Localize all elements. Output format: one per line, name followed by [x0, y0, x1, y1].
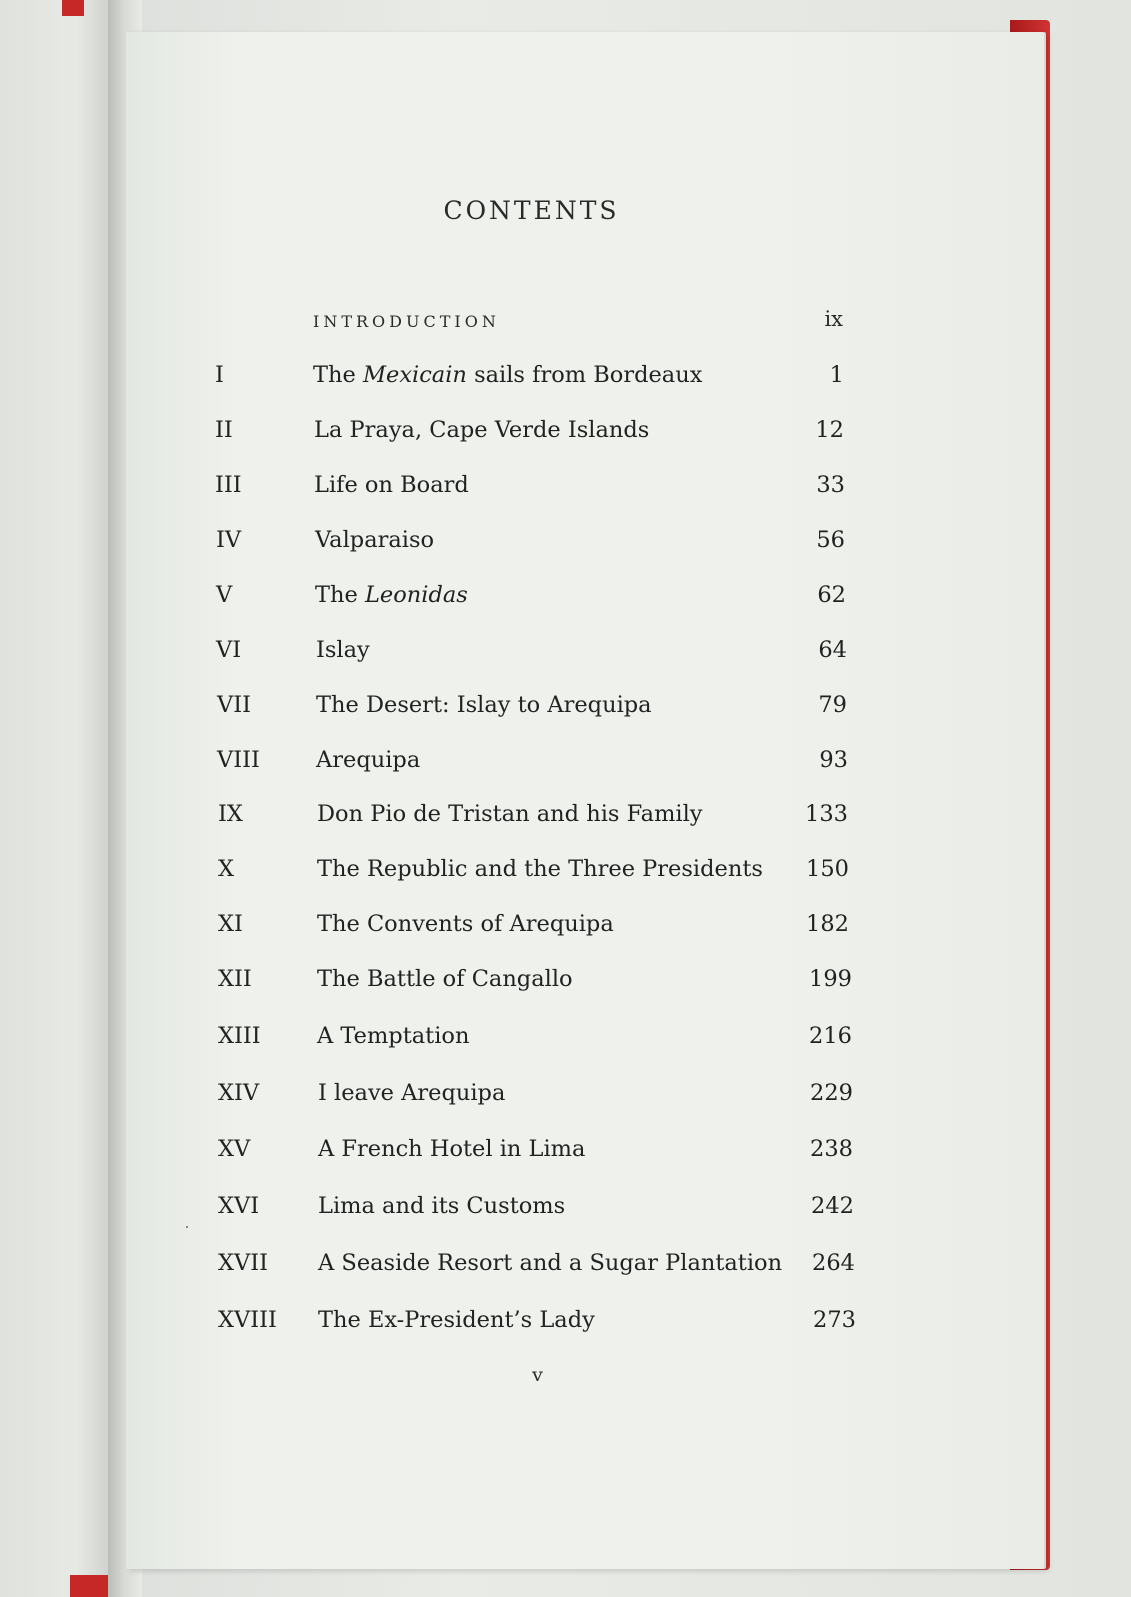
toc-entry: [0, 527, 1131, 567]
chapter-page-number: 62: [817, 582, 846, 608]
toc-entry: [0, 856, 1131, 896]
toc-entry: [0, 692, 1131, 732]
toc-entry: [0, 1080, 1131, 1120]
toc-entry: [0, 801, 1131, 841]
introduction-label: INTRODUCTION: [313, 312, 500, 331]
chapter-number: XIII: [218, 1023, 261, 1049]
toc-entry: [0, 417, 1131, 457]
chapter-page-number: 150: [806, 856, 849, 882]
chapter-number: XVII: [218, 1250, 269, 1276]
chapter-title: [318, 1250, 782, 1276]
chapter-number: XVI: [218, 1193, 260, 1219]
chapter-title: [317, 1023, 469, 1049]
chapter-title: [317, 856, 763, 882]
chapter-title: [314, 417, 649, 443]
chapter-title: [314, 472, 469, 498]
chapter-page-number: 229: [810, 1080, 853, 1106]
chapter-number: I: [215, 362, 224, 388]
chapter-title-text: The Ex-President’s Lady: [318, 1307, 595, 1333]
chapter-title-text: The: [315, 582, 365, 608]
chapter-title-text: The: [313, 362, 363, 388]
chapter-number: X: [218, 856, 235, 882]
toc-entry: [0, 1193, 1131, 1233]
chapter-number: III: [215, 472, 242, 498]
chapter-title-text: The Battle of Cangallo: [317, 966, 573, 992]
chapter-title: [313, 362, 702, 388]
chapter-title-text: A French Hotel in Lima: [318, 1136, 586, 1162]
chapter-title-text: Lima and its Customs: [318, 1193, 566, 1219]
toc-entry: [0, 1136, 1131, 1176]
chapter-number: IX: [218, 801, 243, 827]
chapter-title: [318, 1307, 595, 1333]
chapter-title-text: Islay: [316, 637, 370, 663]
chapter-page-number: 238: [810, 1136, 853, 1162]
chapter-page-number: 216: [809, 1023, 852, 1049]
chapter-title-text: Arequipa: [316, 747, 421, 773]
chapter-page-number: 273: [813, 1307, 856, 1333]
chapter-number: VI: [216, 637, 242, 663]
chapter-number: V: [216, 582, 233, 608]
toc-entry: [0, 472, 1131, 512]
chapter-title-text: Don Pio de Tristan and his Family: [317, 801, 703, 827]
chapter-page-number: 56: [816, 527, 845, 553]
chapter-title: [318, 1136, 585, 1162]
toc-entry: [0, 1250, 1131, 1290]
chapter-page-number: 33: [816, 472, 845, 498]
chapter-number: XI: [218, 911, 243, 937]
chapter-title: [318, 1080, 505, 1106]
chapter-page-number: 182: [806, 911, 849, 937]
chapter-number: XVIII: [218, 1307, 277, 1333]
introduction-page-number: ix: [824, 307, 843, 331]
chapter-page-number: 93: [819, 747, 848, 773]
chapter-title: [316, 637, 370, 663]
chapter-page-number: 12: [815, 417, 844, 443]
chapter-number: VII: [217, 692, 252, 718]
chapter-title: [316, 692, 652, 718]
chapter-page-number: 264: [812, 1250, 855, 1276]
chapter-title-text: I leave Arequipa: [318, 1080, 506, 1106]
chapter-number: VIII: [217, 747, 260, 773]
chapter-title: [315, 582, 468, 608]
chapter-title-italic: Mexicain: [362, 362, 467, 388]
chapter-title: [316, 747, 420, 773]
chapter-number: XV: [218, 1136, 251, 1162]
chapter-number: XIV: [218, 1080, 260, 1106]
chapter-page-number: 133: [805, 801, 848, 827]
chapter-title-italic: Leonidas: [364, 582, 468, 608]
chapter-page-number: 1: [829, 362, 844, 388]
chapter-number: XII: [218, 966, 252, 992]
toc-entry: [0, 1023, 1131, 1063]
chapter-title: [318, 1193, 565, 1219]
toc-entry: [0, 966, 1131, 1006]
toc-entry: [0, 1307, 1131, 1347]
toc-entry: [0, 747, 1131, 787]
chapter-page-number: 199: [809, 966, 852, 992]
chapter-title: [315, 527, 434, 553]
chapter-title: [317, 911, 614, 937]
chapter-title: [317, 966, 573, 992]
chapter-page-number: 79: [818, 692, 847, 718]
chapter-title-text-after: sails from Bordeaux: [466, 362, 703, 388]
toc-entry: [0, 582, 1131, 622]
chapter-title: [317, 801, 703, 827]
toc-entry: [0, 911, 1131, 951]
chapter-page-number: 242: [811, 1193, 854, 1219]
chapter-title-text: The Republic and the Three Presidents: [317, 856, 763, 882]
chapter-page-number: 64: [818, 637, 847, 663]
chapter-title-text: A Seaside Resort and a Sugar Plantation: [318, 1250, 783, 1276]
chapter-title-text: La Praya, Cape Verde Islands: [314, 417, 650, 443]
chapter-title-text: A Temptation: [317, 1023, 470, 1049]
chapter-title-text: The Desert: Islay to Arequipa: [316, 692, 652, 718]
page-folio: v: [532, 1364, 543, 1386]
chapter-number: II: [215, 417, 233, 443]
chapter-title-text: Life on Board: [314, 472, 469, 498]
page-title: CONTENTS: [443, 196, 620, 225]
chapter-title-text: Valparaiso: [315, 527, 435, 553]
chapter-number: IV: [216, 527, 242, 553]
toc-entry: [0, 362, 1131, 402]
chapter-title-text: The Convents of Arequipa: [317, 911, 614, 937]
toc-entry: [0, 637, 1131, 677]
